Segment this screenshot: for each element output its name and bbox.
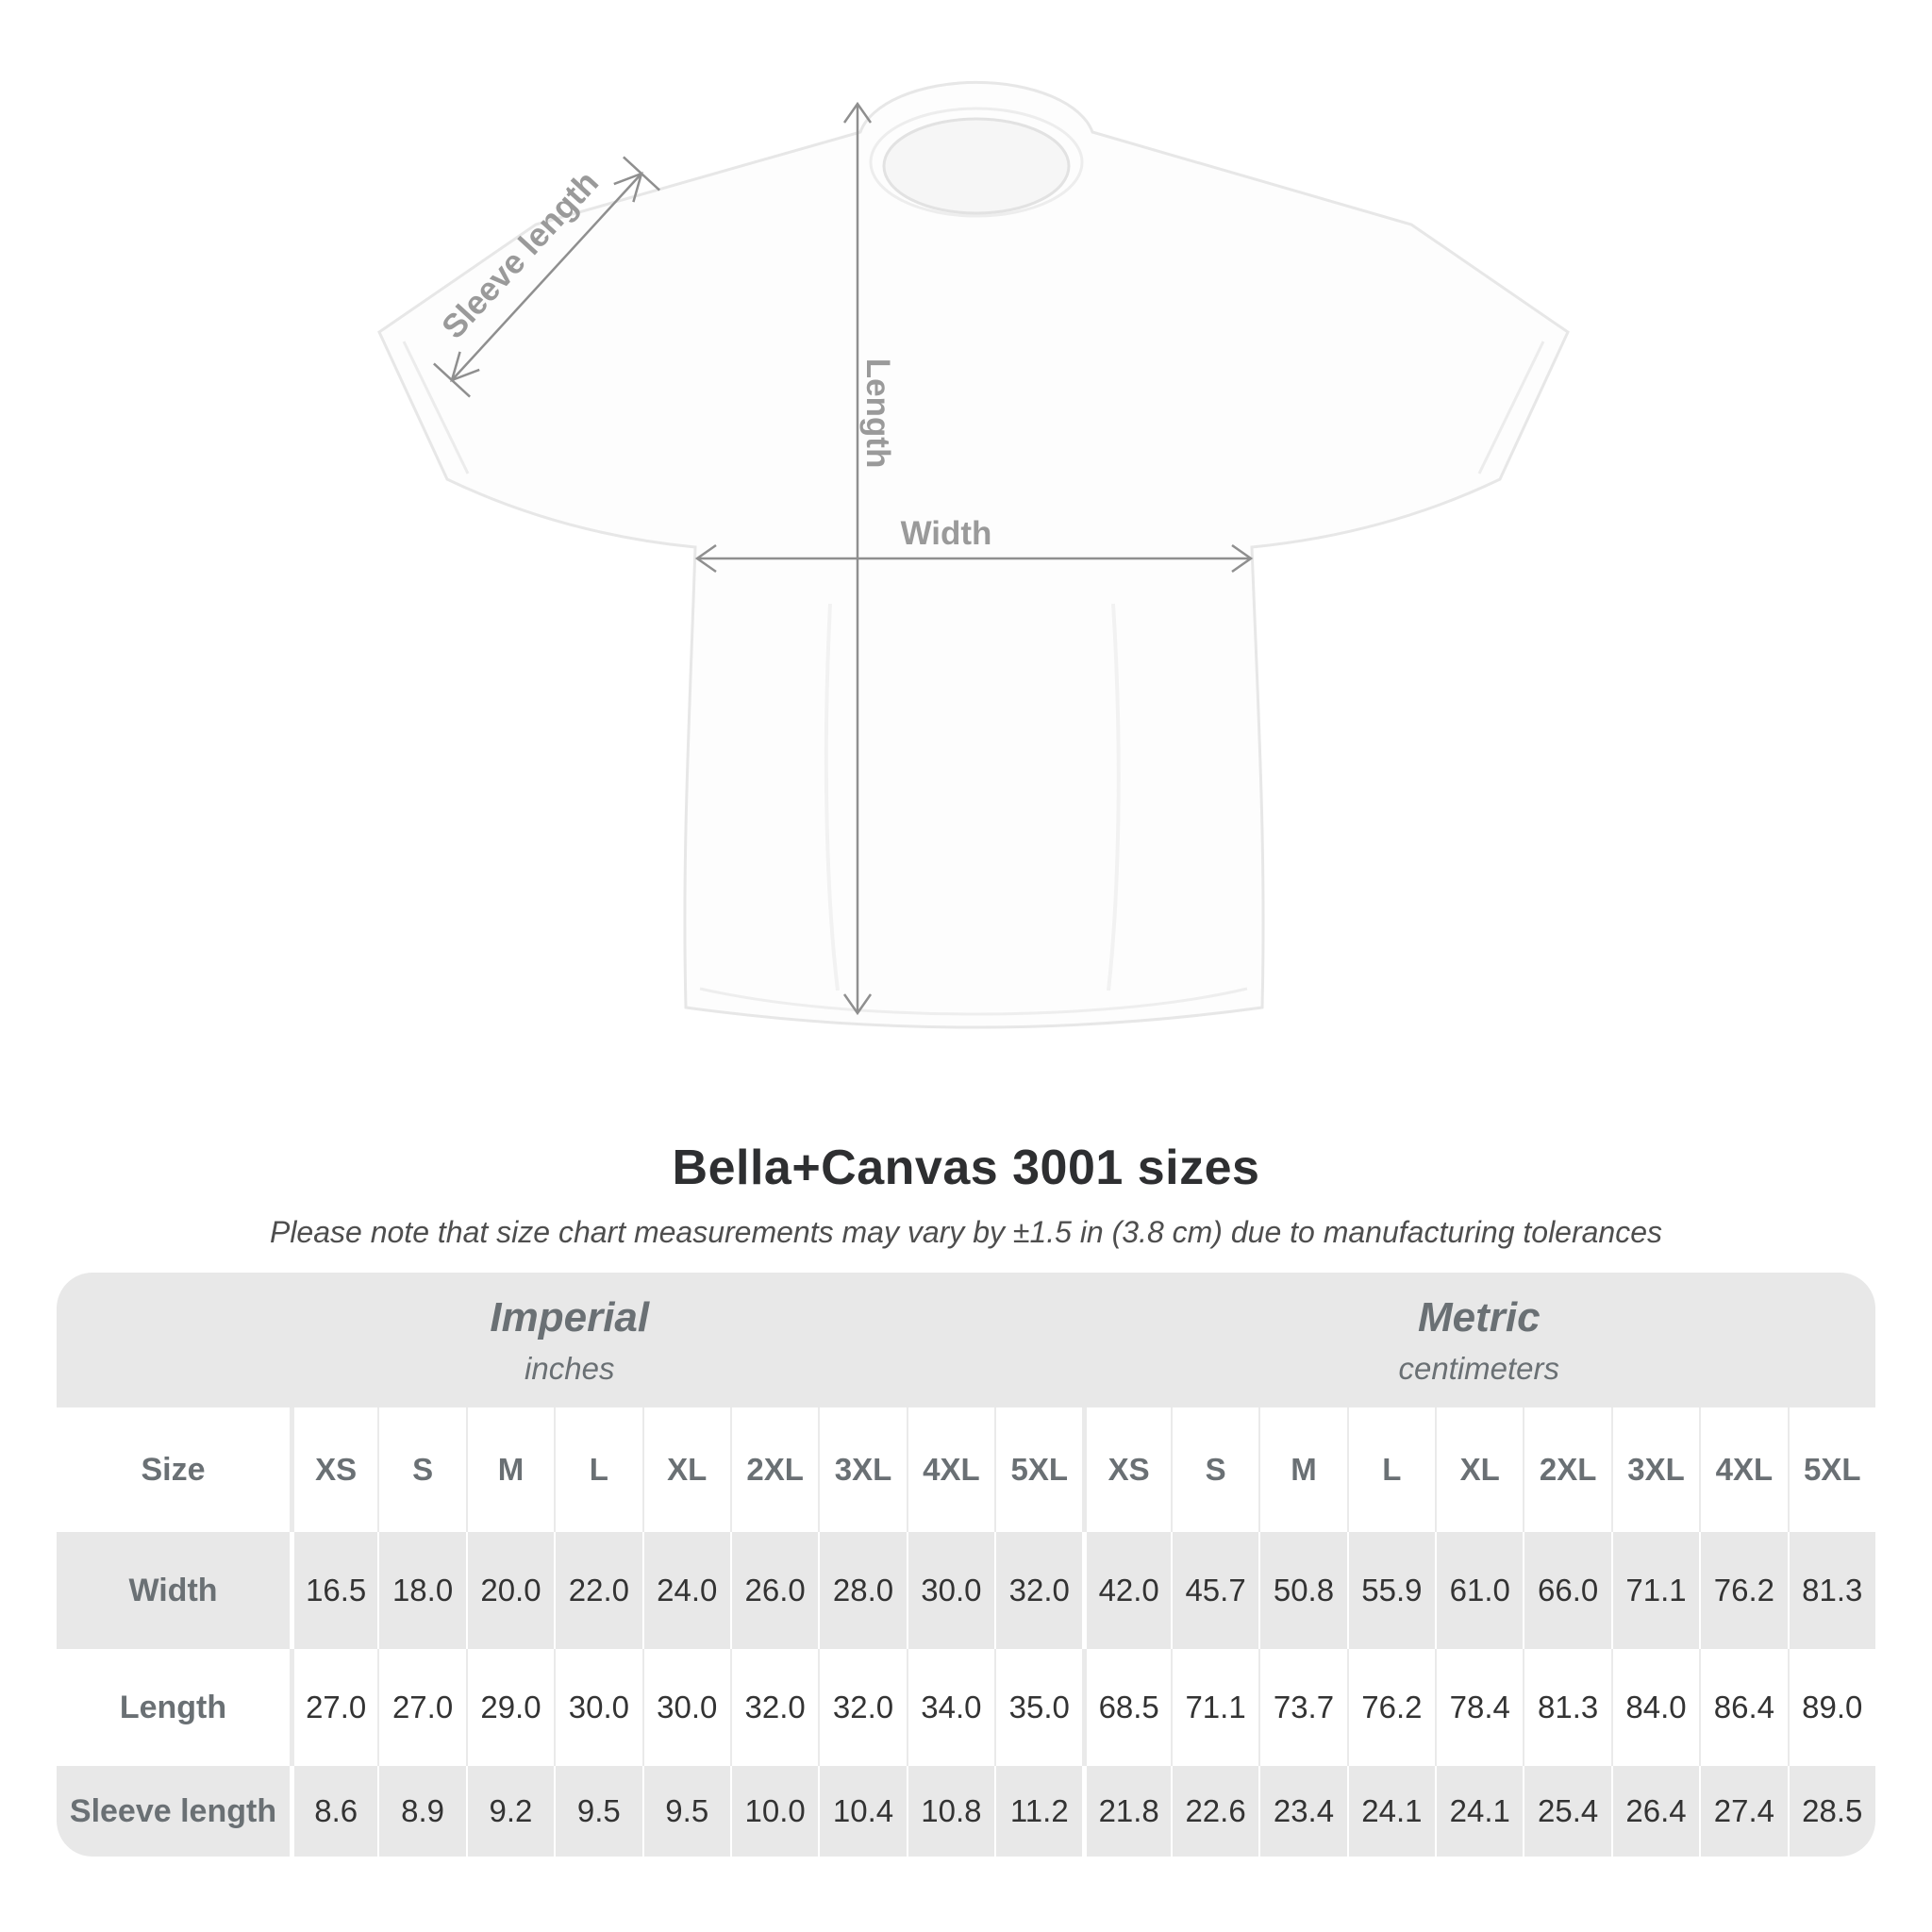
table-cell: 84.0 <box>1611 1649 1699 1766</box>
table-cell: 26.4 <box>1611 1766 1699 1857</box>
table-cell: 24.1 <box>1435 1766 1523 1857</box>
size-col-header: 3XL <box>1611 1407 1699 1532</box>
table-cell: 30.0 <box>642 1649 730 1766</box>
metric-unit: centimeters <box>1398 1350 1560 1386</box>
size-col-header: XL <box>1435 1407 1523 1532</box>
table-cell: 27.0 <box>377 1649 465 1766</box>
table-cell: 71.1 <box>1611 1532 1699 1649</box>
table-cell: 76.2 <box>1347 1649 1435 1766</box>
table-cell: 66.0 <box>1523 1532 1610 1649</box>
size-col-header: S <box>1171 1407 1258 1532</box>
table-cell: 34.0 <box>907 1649 994 1766</box>
table-cell: 76.2 <box>1699 1532 1787 1649</box>
table-cell: 32.0 <box>730 1649 818 1766</box>
table-cell: 30.0 <box>907 1532 994 1649</box>
table-cell: 32.0 <box>994 1532 1082 1649</box>
table-cell: 73.7 <box>1258 1649 1346 1766</box>
metric-title: Metric <box>1417 1293 1541 1341</box>
tolerance-note: Please note that size chart measurements may vary by ±1.5 in (3.8 cm) due to manufacturing tolerances <box>269 1215 1663 1249</box>
size-header-label: Size <box>141 1451 206 1488</box>
table-cell: 81.3 <box>1523 1649 1610 1766</box>
table-cell: 30.0 <box>554 1649 641 1766</box>
size-col-header: 5XL <box>1788 1407 1875 1532</box>
table-cell: 29.0 <box>466 1649 554 1766</box>
size-col-header: XL <box>642 1407 730 1532</box>
table-cell: 28.0 <box>818 1532 906 1649</box>
size-col-header: S <box>377 1407 465 1532</box>
width-label: Width <box>900 515 992 552</box>
table-cell: 9.2 <box>466 1766 554 1857</box>
table-cell: 23.4 <box>1258 1766 1346 1857</box>
page-title: Bella+Canvas 3001 sizes <box>672 1141 1260 1195</box>
table-row-length <box>57 1649 1875 1766</box>
imperial-unit: inches <box>525 1350 615 1386</box>
imperial-header <box>57 1273 1083 1407</box>
table-cell: 10.0 <box>730 1766 818 1857</box>
row-label: Width <box>128 1572 218 1608</box>
size-col-header: 4XL <box>1699 1407 1787 1532</box>
size-col-header: 2XL <box>730 1407 818 1532</box>
table-cell: 20.0 <box>466 1532 554 1649</box>
table-cell: 25.4 <box>1523 1766 1610 1857</box>
row-label: Sleeve length <box>69 1792 277 1829</box>
table-cell: 22.6 <box>1171 1766 1258 1857</box>
sleeve-length-label: Sleeve length <box>434 163 607 346</box>
table-cell: 8.6 <box>290 1766 377 1857</box>
table-cell: 81.3 <box>1788 1532 1875 1649</box>
size-col-header: XS <box>1082 1407 1170 1532</box>
row-label: Length <box>119 1689 227 1725</box>
table-cell: 78.4 <box>1435 1649 1523 1766</box>
size-col-header: 5XL <box>994 1407 1082 1532</box>
table-cell: 18.0 <box>377 1532 465 1649</box>
table-cell: 24.1 <box>1347 1766 1435 1857</box>
size-col-header: M <box>466 1407 554 1532</box>
table-cell: 35.0 <box>994 1649 1082 1766</box>
table-cell: 55.9 <box>1347 1532 1435 1649</box>
table-cell: 42.0 <box>1082 1532 1170 1649</box>
size-table <box>57 1273 1875 1857</box>
metric-header <box>1083 1273 1876 1407</box>
size-col-header: L <box>554 1407 641 1532</box>
size-col-header: XS <box>290 1407 377 1532</box>
size-col-header: 3XL <box>818 1407 906 1532</box>
table-cell: 27.0 <box>290 1649 377 1766</box>
length-label: Length <box>859 358 896 469</box>
table-cell: 28.5 <box>1788 1766 1875 1857</box>
collar-opening <box>884 119 1069 213</box>
imperial-title: Imperial <box>490 1293 650 1341</box>
table-row-width <box>57 1532 1875 1649</box>
table-cell: 24.0 <box>642 1532 730 1649</box>
table-cell: 10.8 <box>907 1766 994 1857</box>
table-cell: 26.0 <box>730 1532 818 1649</box>
table-cell: 9.5 <box>642 1766 730 1857</box>
table-cell: 9.5 <box>554 1766 641 1857</box>
table-row-sleeve-length <box>57 1766 1875 1857</box>
size-col-header: L <box>1347 1407 1435 1532</box>
table-cell: 68.5 <box>1082 1649 1170 1766</box>
table-cell: 45.7 <box>1171 1532 1258 1649</box>
unit-header-row <box>57 1273 1875 1407</box>
table-cell: 16.5 <box>290 1532 377 1649</box>
table-cell: 50.8 <box>1258 1532 1346 1649</box>
table-cell: 22.0 <box>554 1532 641 1649</box>
table-cell: 86.4 <box>1699 1649 1787 1766</box>
table-cell: 10.4 <box>818 1766 906 1857</box>
table-cell: 8.9 <box>377 1766 465 1857</box>
size-col-header: M <box>1258 1407 1346 1532</box>
table-cell: 27.4 <box>1699 1766 1787 1857</box>
size-col-header: 4XL <box>907 1407 994 1532</box>
table-cell: 61.0 <box>1435 1532 1523 1649</box>
size-header-row <box>57 1407 1875 1532</box>
table-cell: 32.0 <box>818 1649 906 1766</box>
sleeve-arrow-tick-top <box>624 157 659 190</box>
size-col-header: 2XL <box>1523 1407 1610 1532</box>
table-cell: 71.1 <box>1171 1649 1258 1766</box>
table-cell: 21.8 <box>1082 1766 1170 1857</box>
table-cell: 89.0 <box>1788 1649 1875 1766</box>
table-cell: 11.2 <box>994 1766 1082 1857</box>
